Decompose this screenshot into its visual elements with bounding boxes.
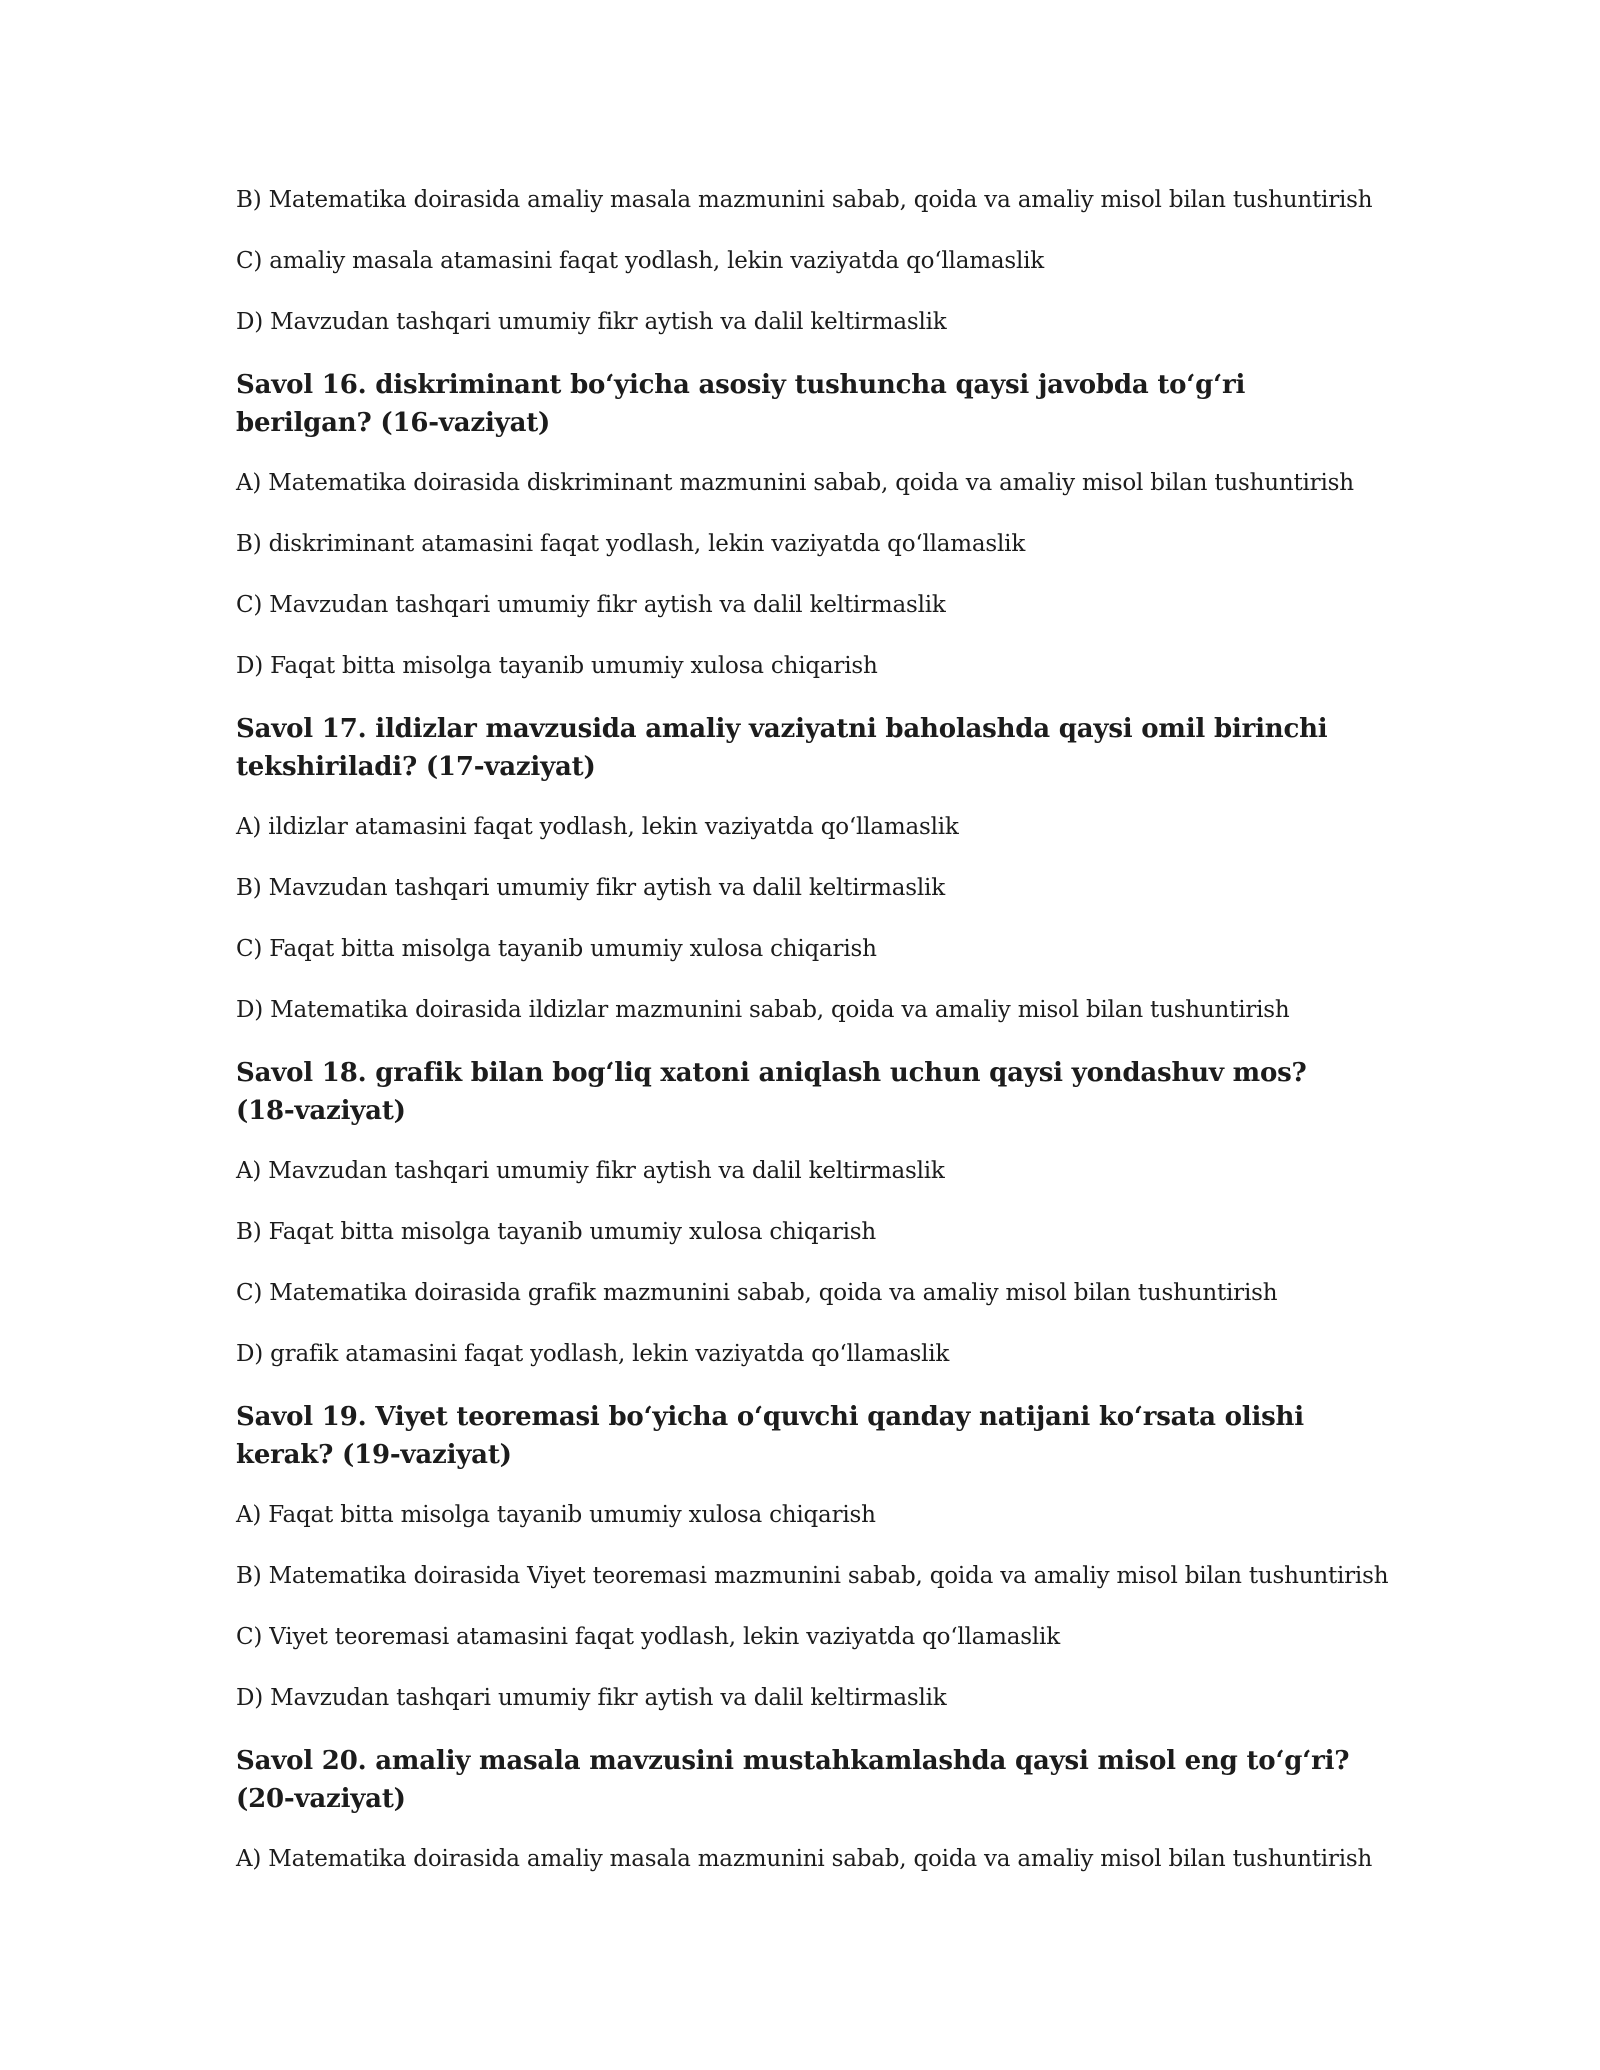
question-17 [236, 710, 1366, 1027]
question-19 [236, 1398, 1389, 1715]
answer-option: B) Faqat bitta misolga tayanib umumiy xulosa chiqarish [236, 1219, 877, 1245]
answer-option: A) Matematika doirasida amaliy masala mazmunini sabab, qoida va amaliy misol bilan tushuntirish [236, 1846, 1373, 1872]
answer-option: A) Mavzudan tashqari umumiy fikr aytish va dalil keltirmaslik [236, 1158, 945, 1184]
answer-option: B) Matematika doirasida amaliy masala mazmunini sabab, qoida va amaliy misol bilan tushuntirish [236, 187, 1373, 213]
leading-options [236, 183, 1373, 339]
question-title: Savol 19. Viyet teoremasi bo‘yicha o‘quvchi qanday natijani ko‘rsata olishi kerak? (19-vaziyat) [236, 1402, 1304, 1470]
answer-option: A) ildizlar atamasini faqat yodlash, lekin vaziyatda qo‘llamaslik [236, 814, 959, 840]
answer-option: C) Matematika doirasida grafik mazmunini sabab, qoida va amaliy misol bilan tushuntirish [236, 1280, 1278, 1306]
question-title: Savol 16. diskriminant bo‘yicha asosiy tushuncha qaysi javobda to‘g‘ri berilgan? (16-vaziyat) [236, 370, 1246, 438]
question-title: Savol 20. amaliy masala mavzusini mustahkamlashda qaysi misol eng to‘g‘ri? (20-vaziyat) [236, 1746, 1350, 1814]
document-content [236, 183, 1389, 1903]
answer-option: C) Mavzudan tashqari umumiy fikr aytish va dalil keltirmaslik [236, 592, 946, 618]
answer-option: C) Faqat bitta misolga tayanib umumiy xulosa chiqarish [236, 936, 877, 962]
answer-option: D) Mavzudan tashqari umumiy fikr aytish va dalil keltirmaslik [236, 309, 947, 335]
answer-option: A) Faqat bitta misolga tayanib umumiy xulosa chiqarish [236, 1502, 876, 1528]
answer-option: A) Matematika doirasida diskriminant mazmunini sabab, qoida va amaliy misol bilan tushuntirish [236, 470, 1354, 496]
question-title: Savol 17. ildizlar mavzusida amaliy vaziyatni baholashda qaysi omil birinchi tekshiriladi? (17-vaziyat) [236, 714, 1328, 782]
answer-option: B) diskriminant atamasini faqat yodlash, lekin vaziyatda qo‘llamaslik [236, 531, 1026, 557]
answer-option: B) Mavzudan tashqari umumiy fikr aytish va dalil keltirmaslik [236, 875, 945, 901]
answer-option: C) Viyet teoremasi atamasini faqat yodlash, lekin vaziyatda qo‘llamaslik [236, 1624, 1060, 1650]
answer-option: D) Mavzudan tashqari umumiy fikr aytish va dalil keltirmaslik [236, 1685, 947, 1711]
question-20 [236, 1742, 1373, 1876]
answer-option: D) Matematika doirasida ildizlar mazmunini sabab, qoida va amaliy misol bilan tushuntirish [236, 997, 1290, 1023]
question-18 [236, 1054, 1366, 1371]
answer-option: B) Matematika doirasida Viyet teoremasi mazmunini sabab, qoida va amaliy misol bilan tushuntirish [236, 1563, 1389, 1589]
question-title: Savol 18. grafik bilan bog‘liq xatoni aniqlash uchun qaysi yondashuv mos? (18-vaziyat) [236, 1058, 1307, 1126]
question-16 [236, 366, 1366, 683]
answer-option: D) grafik atamasini faqat yodlash, lekin vaziyatda qo‘llamaslik [236, 1341, 950, 1367]
answer-option: D) Faqat bitta misolga tayanib umumiy xulosa chiqarish [236, 653, 878, 679]
answer-option: C) amaliy masala atamasini faqat yodlash, lekin vaziyatda qo‘llamaslik [236, 248, 1045, 274]
